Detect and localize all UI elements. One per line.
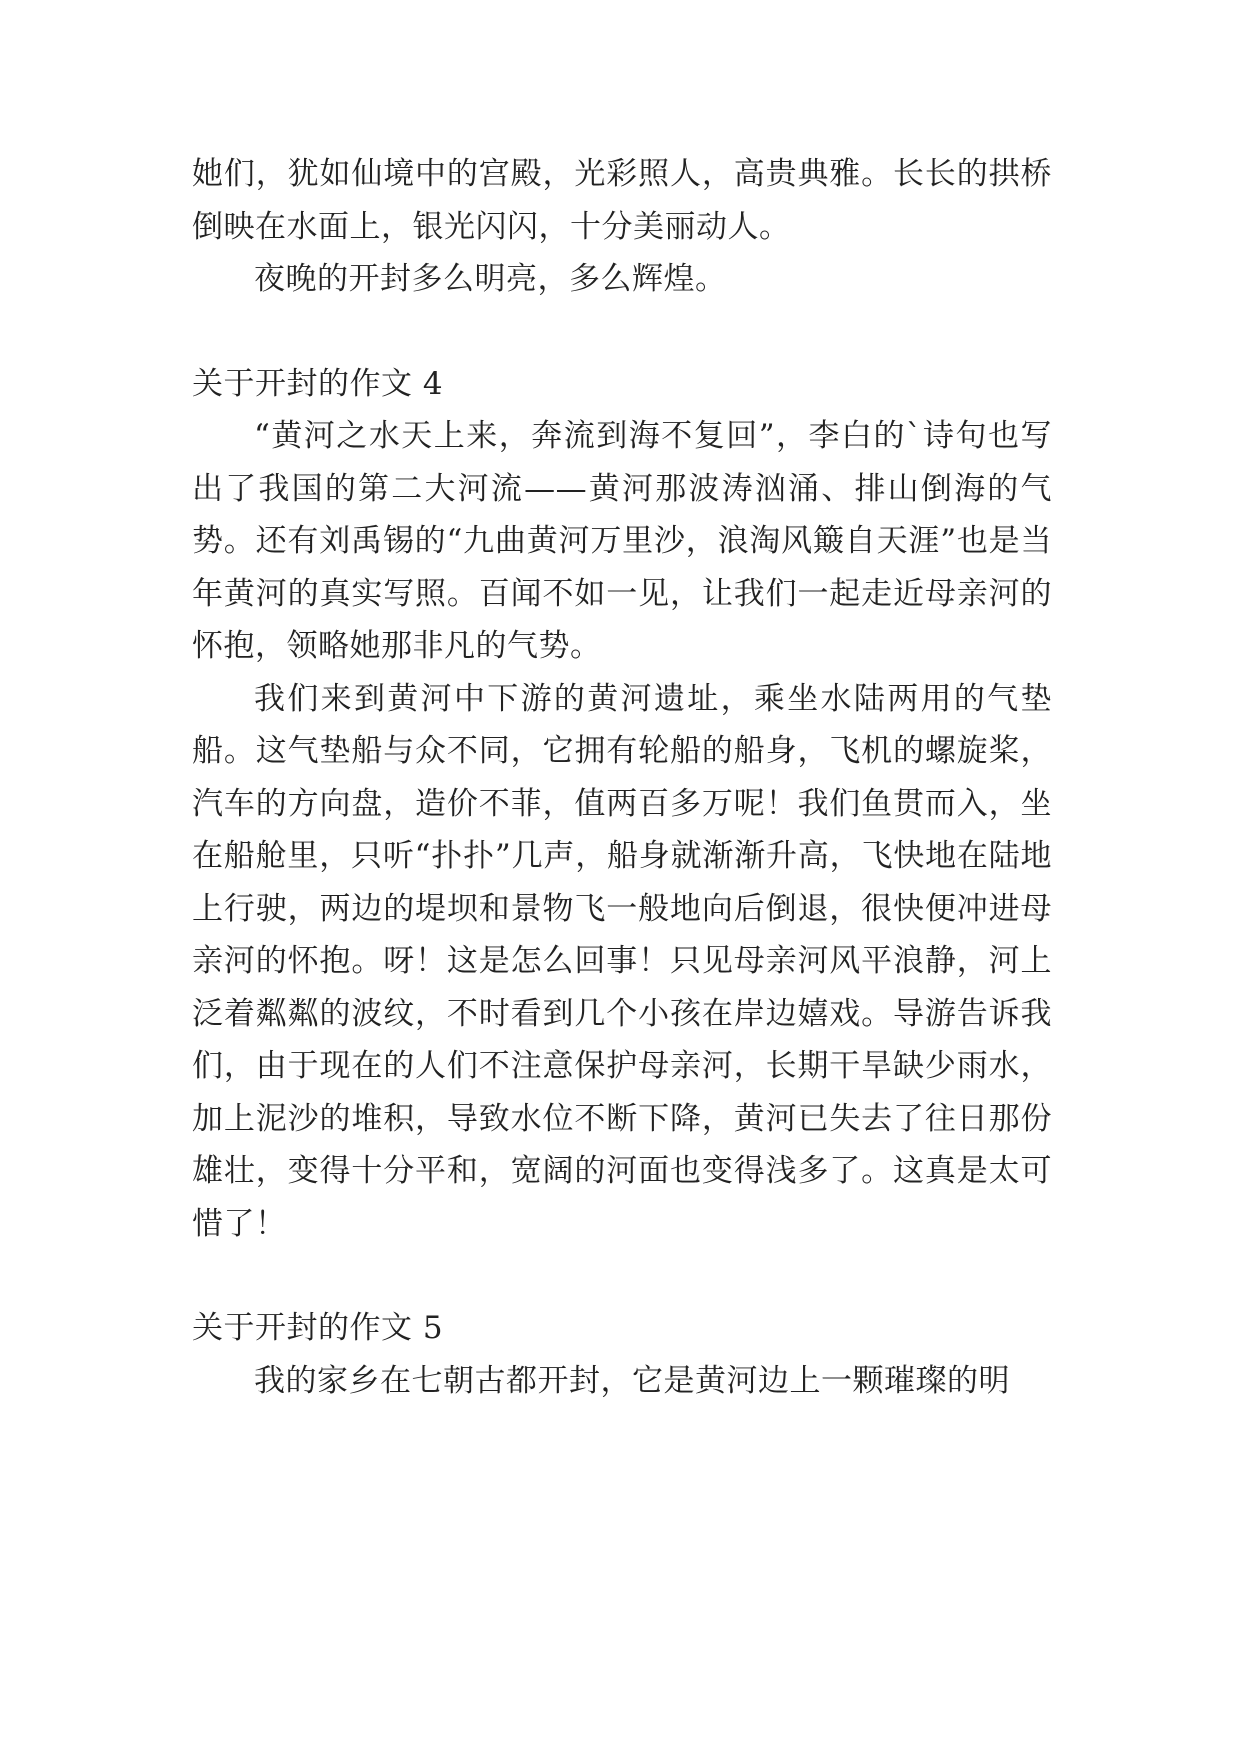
essay-5-paragraph-1: 我的家乡在七朝古都开封，它是黄河边上一颗璀璨的明 bbox=[254, 1362, 1010, 1399]
paragraph-closing: 夜晚的开封多么明亮，多么辉煌。 bbox=[254, 261, 727, 297]
essay-4-heading: 关于开封的作文 4 bbox=[192, 365, 444, 402]
paragraph-continued: 她们，犹如仙境中的宫殿，光彩照人，高贵典雅。长长的拱桥倒映在水面上，银光闪闪，十分美丽动人。 bbox=[192, 156, 1052, 245]
essay-4-paragraph-1: “黄河之水天上来，奔流到海不复回”，李白的`诗句也写出了我国的第二大河流——黄河那波涛汹涌、排山倒海的气势。还有刘禹锡的“九曲黄河万里沙，浪淘风簸自天涯”也是当年黄河的真实写照。百闻不如一见，让我们一起走近母亲河的怀抱，领略她那非凡的气势。 bbox=[192, 418, 1052, 664]
essay-5-heading: 关于开封的作文 5 bbox=[192, 1310, 444, 1346]
essay-4-paragraph-2: 我们来到黄河中下游的黄河遗址，乘坐水陆两用的气垫船。这气垫船与众不同，它拥有轮船的船身，飞机的螺旋桨，汽车的方向盘，造价不菲，值两百多万呢！我们鱼贯而入，坐在船舱里，只听“扑扑”几声，船身就渐渐升高，飞快地在陆地上行驶，两边的堤坝和景物飞一般地向后倒退，很快便冲进母亲河的怀抱。呀！这是怎么回事！只见母亲河风平浪静，河上泛着粼粼的波纹，不时看到几个小孩在岸边嬉戏。导游告诉我们，由于现在的人们不注意保护母亲河，长期干旱缺少雨水，加上泥沙的堆积，导致水位不断下降，黄河已失去了往日那份雄壮，变得十分平和，宽阔的河面也变得浅多了。这真是太可惜了！ bbox=[192, 680, 1052, 1242]
document-body bbox=[192, 148, 1052, 1407]
